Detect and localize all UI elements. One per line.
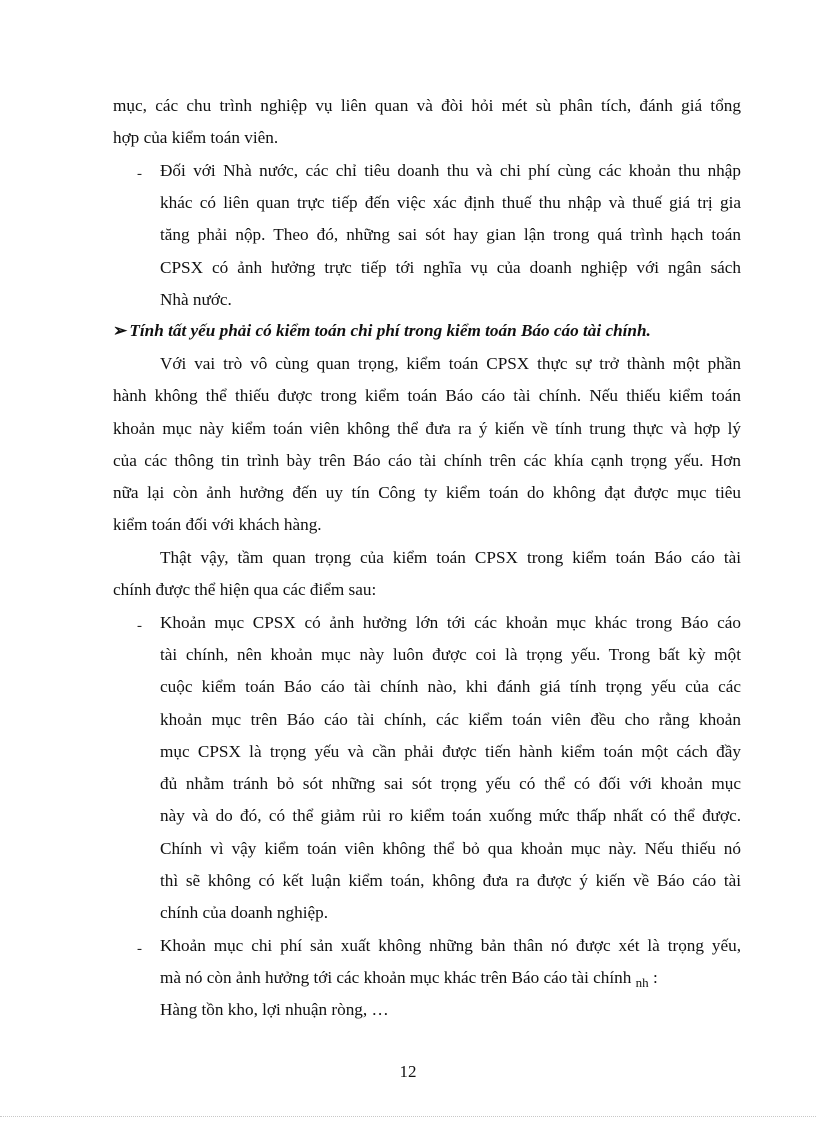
text-line: Thật vậy, tầm quan trọng của kiểm toán CPSX trong kiểm toán Báo cáo tài [160,548,741,567]
text-line: hành không thể thiếu được trong kiểm toán Báo cáo tài chính. Nếu thiếu kiểm toán [113,386,741,405]
text-line: này và do đó, có thể giảm rủi ro kiểm toán xuống mức thấp nhất có thể được. [160,806,741,825]
text-line: Chính vì vậy kiểm toán viên không thể bỏ qua khoản mục này. Nếu thiếu nó [160,839,741,858]
text-line: của các thông tin trình bày trên Báo cáo tài chính trên các khía cạnh trọng yếu. Hơn [113,451,741,470]
text-line: hợp của kiểm toán viên. [113,128,279,147]
bullet-dash: - [137,941,142,957]
page-number: 12 [399,1062,417,1081]
text-line: tăng phải nộp. Theo đó, những sai sót hay gian lận trong quá trình hạch toán [160,225,741,244]
text-line: mục CPSX là trọng yếu và cần phải được tiến hành kiểm toán một cách đầy [160,742,741,761]
section-heading-text: Tính tất yếu phải có kiểm toán chi phí trong kiểm toán Báo cáo tài chính. [129,321,651,340]
text-line: Khoản mục chi phí sản xuất không những bản thân nó được xét là trọng yếu, [160,936,741,955]
text-line: Nhà nước. [160,290,232,309]
text-line: tài chính, nên khoản mục này luôn được coi là trọng yếu. Trong bất kỳ một [160,645,741,664]
text-line [160,967,741,994]
text-line-colon: : [652,968,658,987]
text-line: nữa lại còn ảnh hưởng đến uy tín Công ty kiểm toán do không đạt được mục tiêu [113,483,741,502]
text-line: kiểm toán đối với khách hàng. [113,515,322,534]
bullet-dash: - [137,166,142,182]
text-line: Hàng tồn kho, lợi nhuận ròng, … [160,1000,389,1019]
text-line: khoản mục này kiểm toán viên không thể đưa ra ý kiến về tính trung thực và hợp lý [113,419,741,438]
text-line: chính của doanh nghiệp. [160,903,329,922]
text-line: cuộc kiểm toán Báo cáo tài chính nào, khi đánh giá tính trọng yếu của các [160,677,741,696]
text-line: đủ nhằm tránh bỏ sót những sai sót trọng yếu có thể có đối với khoản mục [160,774,741,793]
footer-dotted-rule [0,1116,816,1117]
text-line: Với vai trò vô cùng quan trọng, kiểm toán CPSX thực sự trở thành một phần [160,354,741,373]
text-line: khác có liên quan trực tiếp đến việc xác định thuế thu nhập và thuế giá trị gia [160,193,741,212]
subscript-fragment: nh [635,975,649,990]
text-line: chính được thể hiện qua các điểm sau: [113,580,377,599]
text-line: CPSX có ảnh hưởng trực tiếp tới nghĩa vụ của doanh nghiệp với ngân sách [160,258,741,277]
text-line: Khoản mục CPSX có ảnh hưởng lớn tới các khoản mục khác trong Báo cáo [160,613,741,632]
section-heading [113,320,741,342]
text-line: khoản mục trên Báo cáo tài chính, các kiểm toán viên đều cho rằng khoản [160,710,741,729]
text-line-part: mà nó còn ảnh hưởng tới các khoản mục khác trên Báo cáo tài chính [160,968,632,987]
bullet-dash: - [137,618,142,634]
text-line: thì sẽ không có kết luận kiểm toán, không đưa ra được ý kiến về Báo cáo tài [160,871,741,890]
text-line: Đối với Nhà nước, các chỉ tiêu doanh thu và chi phí cùng các khoản thu nhập [160,161,741,180]
text-line: mục, các chu trình nghiệp vụ liên quan và đòi hỏi mét sù phân tích, đánh giá tổng [113,96,741,115]
arrow-bullet-icon: ➢ [113,321,128,340]
